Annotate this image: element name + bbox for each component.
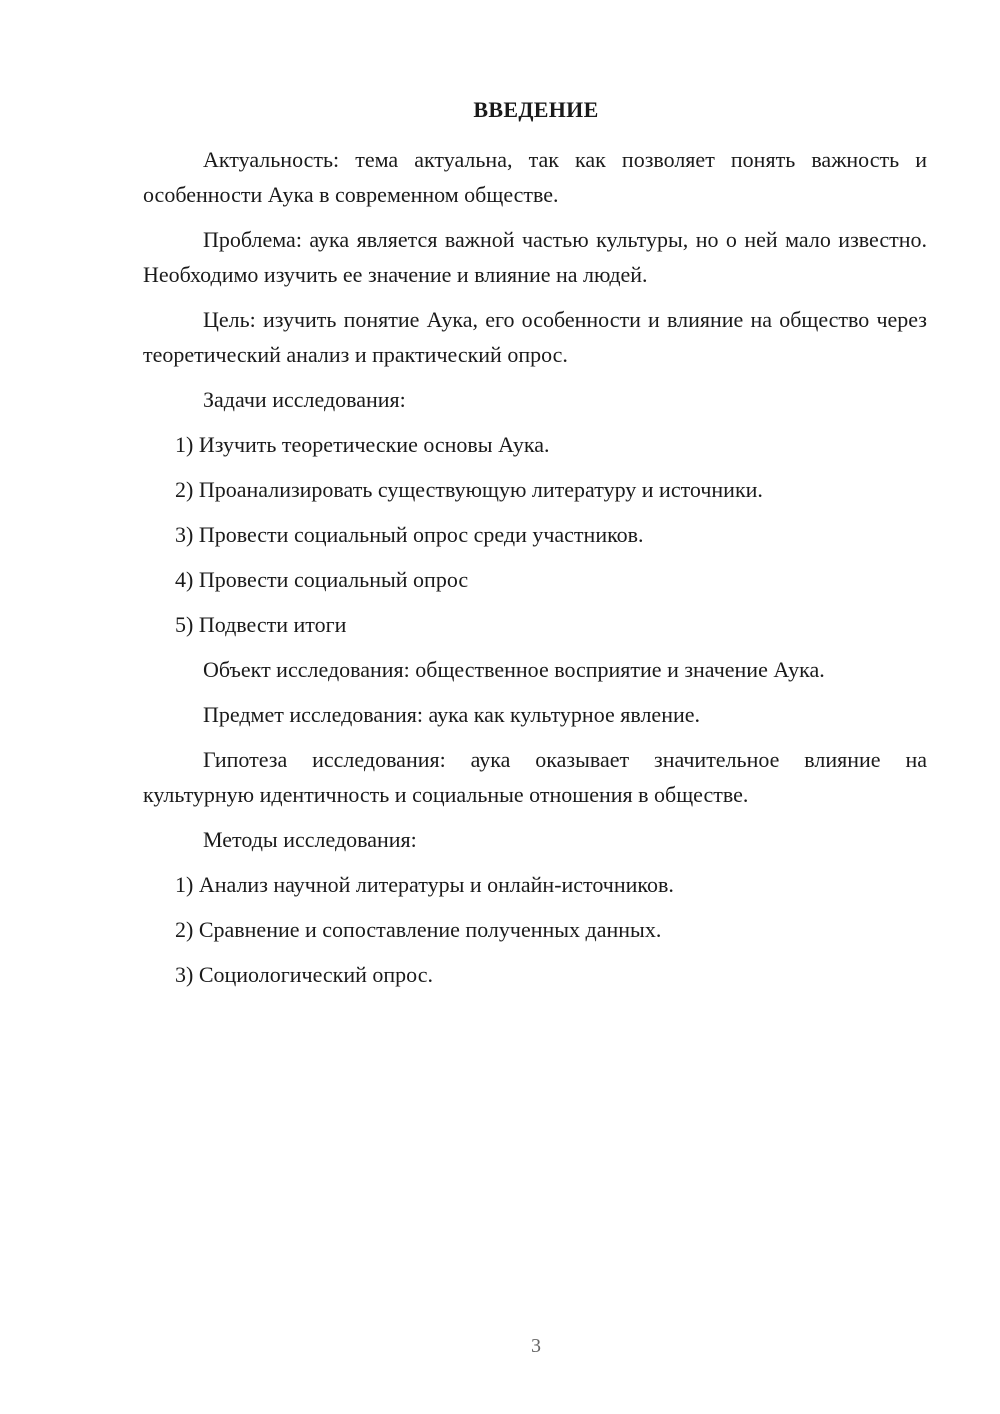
relevance-paragraph: Актуальность: тема актуальна, так как позволяет понять важность и особенности Аука в современном обществе. bbox=[143, 147, 927, 207]
list-item: 3) Социологический опрос. bbox=[175, 962, 433, 987]
methods-list bbox=[143, 867, 927, 992]
object-paragraph: Объект исследования: общественное восприятие и значение Аука. bbox=[203, 657, 825, 682]
section-title: ВВЕДЕНИЕ bbox=[473, 97, 599, 122]
page-number: 3 bbox=[531, 1335, 541, 1357]
tasks-list bbox=[143, 427, 927, 642]
section-body bbox=[143, 142, 927, 1002]
goal-paragraph: Цель: изучить понятие Аука, его особенности и влияние на общество через теоретический анализ и практический опрос. bbox=[143, 307, 927, 367]
hypothesis-paragraph: Гипотеза исследования: аука оказывает значительное влияние на культурную идентичность и социальные отношения в обществе. bbox=[143, 747, 927, 807]
list-item: 3) Провести социальный опрос среди участников. bbox=[175, 522, 644, 547]
problem-paragraph: Проблема: аука является важной частью культуры, но о ней мало известно. Необходимо изучить ее значение и влияние на людей. bbox=[143, 227, 927, 287]
list-item: 1) Изучить теоретические основы Аука. bbox=[175, 432, 550, 457]
tasks-heading: Задачи исследования: bbox=[203, 387, 406, 412]
methods-heading: Методы исследования: bbox=[203, 827, 417, 852]
list-item: 1) Анализ научной литературы и онлайн-источников. bbox=[175, 872, 674, 897]
subject-paragraph: Предмет исследования: аука как культурное явление. bbox=[203, 702, 701, 727]
list-item: 2) Сравнение и сопоставление полученных данных. bbox=[175, 917, 662, 942]
list-item: 4) Провести социальный опрос bbox=[175, 567, 469, 592]
list-item: 2) Проанализировать существующую литературу и источники. bbox=[175, 477, 763, 502]
list-item: 5) Подвести итоги bbox=[175, 612, 347, 637]
